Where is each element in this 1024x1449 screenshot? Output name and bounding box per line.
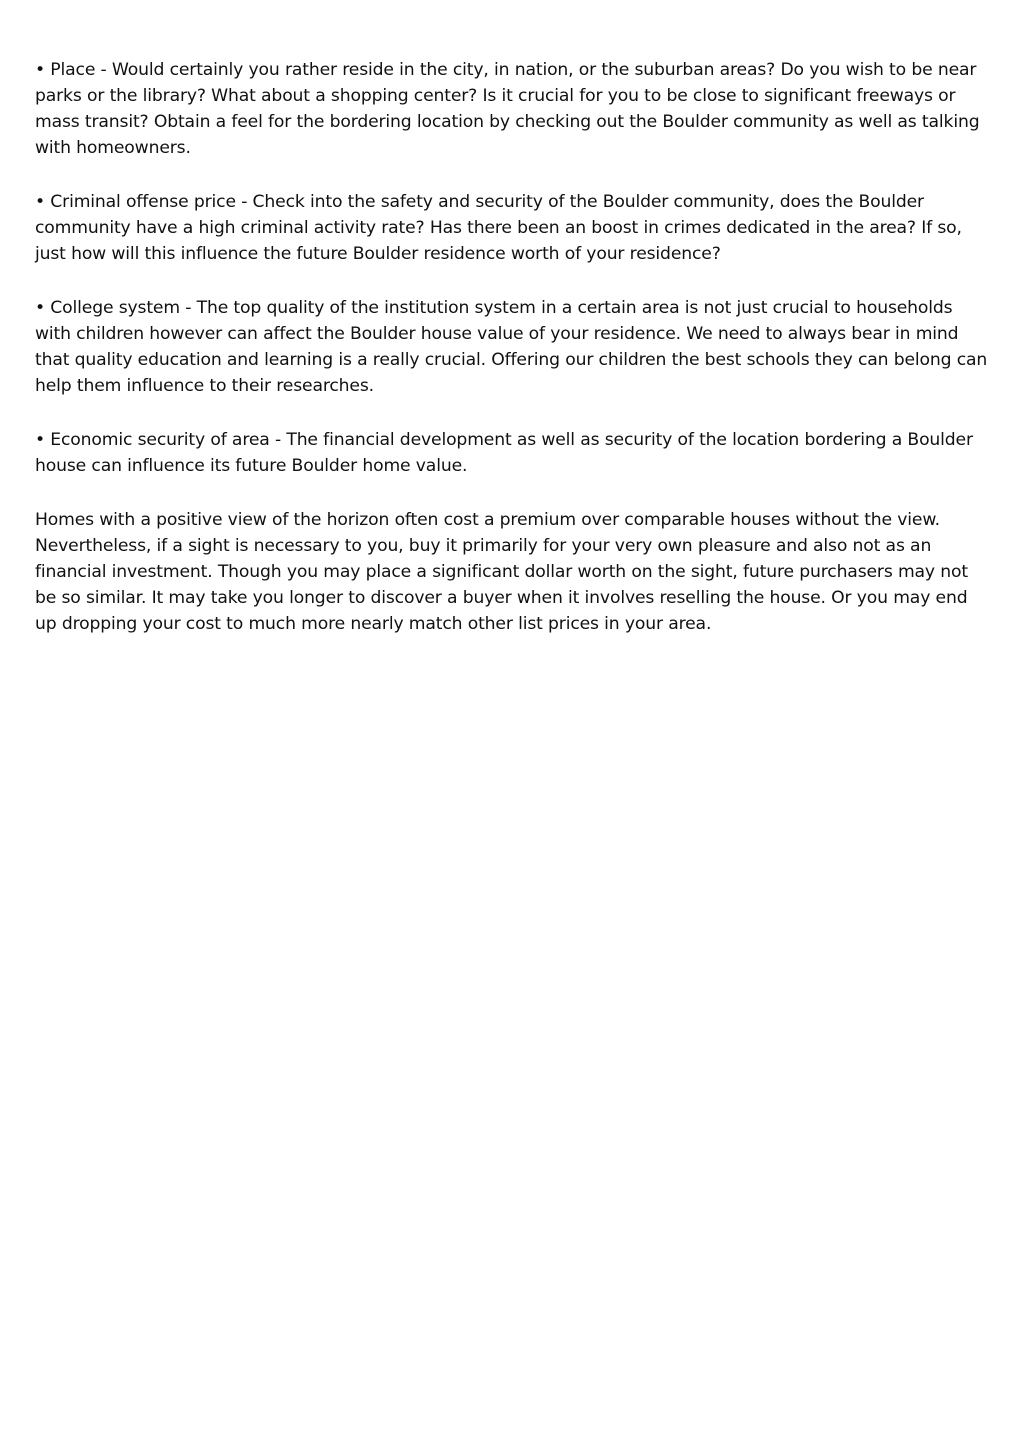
paragraph-view-premium: Homes with a positive view of the horizon often cost a premium over comparable houses without the view. Nevertheless, if a sight is necessary to you, buy it primarily for your very own pleasure and also not as an financial investment. Though you may place a significant dollar worth on the sight, future purchasers may not be so similar. It may take you longer to discover a buyer when it involves reselling the house. Or you may end up dropping your cost to much more nearly match other list prices in your area.: [35, 510, 968, 634]
paragraph-economic-stability: • Economic security of area - The financial development as well as security of the location bordering a Boulder house can influence its future Boulder home value.: [35, 430, 973, 476]
paragraph-school-system: • College system - The top quality of the institution system in a certain area is not just crucial to households with children however can affect the Boulder house value of your residence. We need to always bear in mind that quality education and learning is a really crucial. Offering our children the best schools they can belong can help them influence to their researches.: [35, 298, 988, 396]
paragraph-place: • Place - Would certainly you rather reside in the city, in nation, or the suburban areas? Do you wish to be near parks or the library? What about a shopping center? Is it crucial for you to be close to significant freeways or mass transit? Obtain a feel for the bordering location by checking out the Boulder community as well as talking with homeowners.: [35, 60, 980, 158]
document-body: [35, 57, 993, 665]
paragraph-crime-rate: • Criminal offense price - Check into the safety and security of the Boulder community, does the Boulder community have a high criminal activity rate? Has there been an boost in crimes dedicated in the area? If so, just how will this influence the future Boulder residence worth of your residence?: [35, 192, 962, 264]
